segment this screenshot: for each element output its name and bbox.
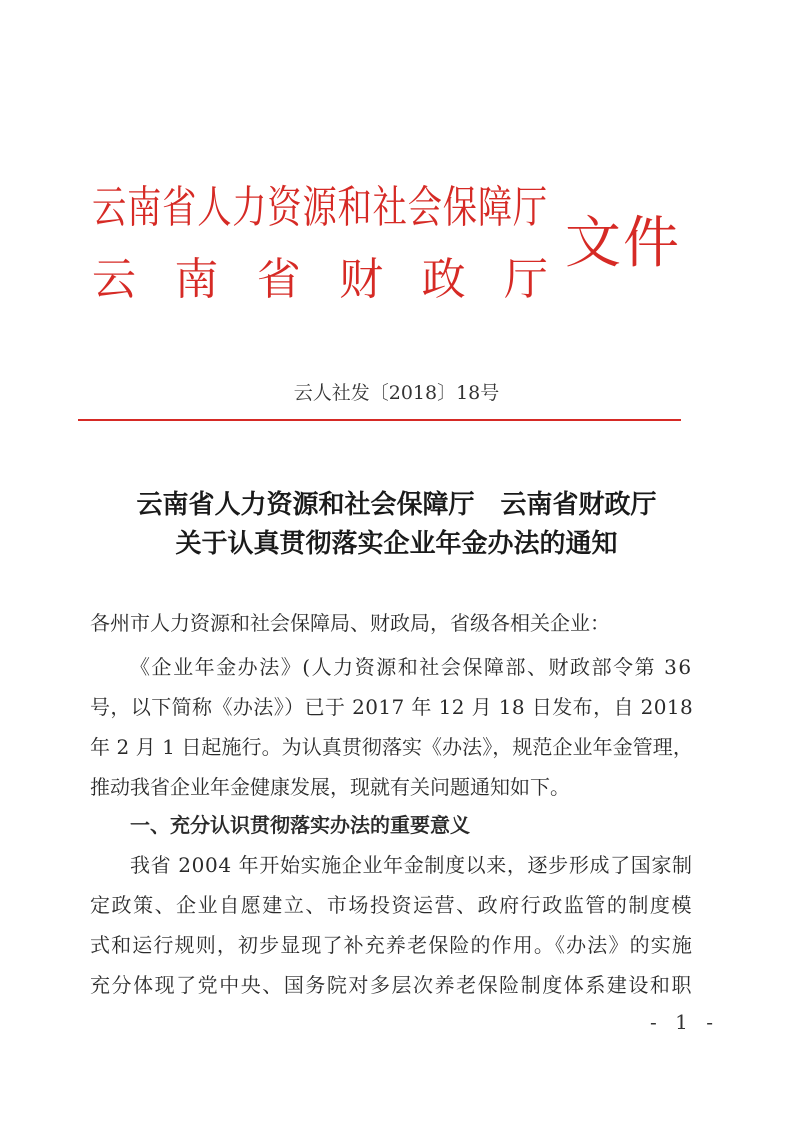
page-number: - 1 - [650, 1010, 719, 1034]
paragraph-1-line: 年 2 月 1 日起施行。为认真贯彻落实《办法》，规范企业年金管理， [90, 735, 693, 759]
notice-title-line-2: 关于认真贯彻落实企业年金办法的通知 [175, 529, 618, 559]
issuer-line-2 [92, 254, 548, 305]
issuer-line-1: 云南省人力资源和社会保障厅 [92, 182, 548, 233]
issuer-line-2-char: 财 [339, 254, 384, 305]
paragraph-2-line: 定政策、企业自愿建立、市场投资运营、政府行政监管的制度模 [90, 893, 693, 917]
document-word: 文件 [565, 211, 681, 276]
paragraph-2-line: 式和运行规则，初步显现了补充养老保险的作用。《办法》的实施 [90, 933, 693, 957]
notice-title-line-1: 云南省人力资源和社会保障厅 云南省财政厅 [136, 490, 657, 520]
issuer-line-2-char: 厅 [503, 254, 548, 305]
salutation: 各州市人力资源和社会保障局、财政局，省级各相关企业： [90, 611, 610, 635]
paragraph-1-line: 《企业年金办法》(人力资源和社会保障部、财政部令第 36 [130, 655, 693, 679]
issuer-line-2-char: 南 [174, 254, 219, 305]
red-divider [78, 419, 681, 421]
paragraph-1-line: 推动我省企业年金健康发展，现就有关问题通知如下。 [90, 775, 570, 799]
document-number: 云人社发〔2018〕18号 [293, 382, 500, 404]
paragraph-2-line: 我省 2004 年开始实施企业年金制度以来，逐步形成了国家制 [130, 853, 693, 877]
section-heading: 一、充分认识贯彻落实办法的重要意义 [130, 813, 470, 837]
issuer-line-2-char: 省 [256, 254, 301, 305]
paragraph-1-line: 号，以下简称《办法》）已于 2017 年 12 月 18 日发布，自 2018 [90, 695, 694, 719]
paragraph-2-line: 充分体现了党中央、国务院对多层次养老保险制度体系建设和职 [90, 973, 693, 997]
issuer-line-2-char: 云 [92, 254, 136, 305]
issuer-line-2-char: 政 [421, 254, 466, 305]
